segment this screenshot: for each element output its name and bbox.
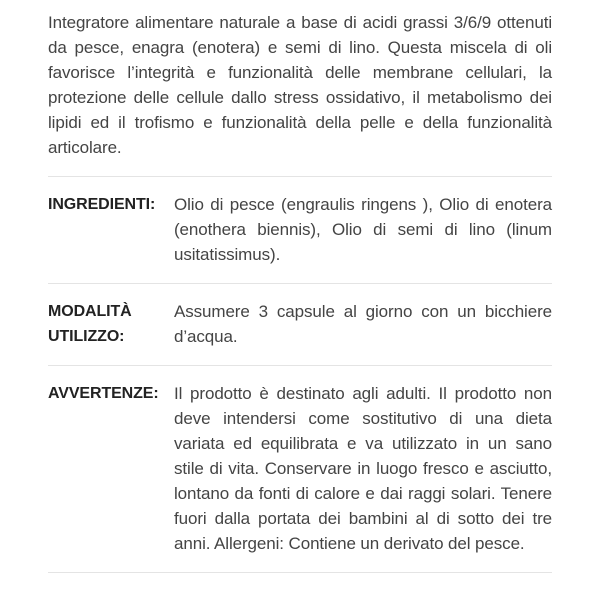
detail-label: INGREDIENTI:: [48, 196, 156, 213]
detail-value: Il prodotto è destinato agli adulti. Il prodotto non deve intendersi come sostitutivo di una dieta variata ed equilibrata e va utilizzato in un sano stile di vita. Conservare in luogo fresco e asciutto, lontano da fonti di calore e dai raggi solari. Tenere fuori dalla portata dei bambini al di sotto dei tre anni. Allergeni: Contiene un derivato del pesce.: [174, 384, 552, 553]
detail-value: Assumere 3 capsule al giorno con un bicchiere d’acqua.: [174, 302, 552, 346]
detail-value: Olio di pesce (engraulis ringens ), Olio di enotera (enothera biennis), Olio di semi di lino (linum usitatissimus).: [174, 195, 552, 264]
product-intro-text: Integratore alimentare naturale a base di acidi grassi 3/6/9 ottenuti da pesce, enagra (enotera) e semi di lino. Questa miscela di oli favorisce l’integrità e funzionalità delle membrane cellulari, la protezione delle cellule dallo stress ossidativo, il metabolismo dei lipidi ed il trofismo e funzionalità della pelle e della funzionalità articolare.: [48, 10, 552, 177]
detail-row-usage: [48, 284, 552, 366]
detail-label: AVVERTENZE:: [48, 385, 159, 402]
product-description: [48, 0, 552, 573]
detail-row-warnings: [48, 366, 552, 573]
detail-label: MODALITÀ UTILIZZO:: [48, 303, 132, 345]
detail-row-ingredients: [48, 177, 552, 284]
